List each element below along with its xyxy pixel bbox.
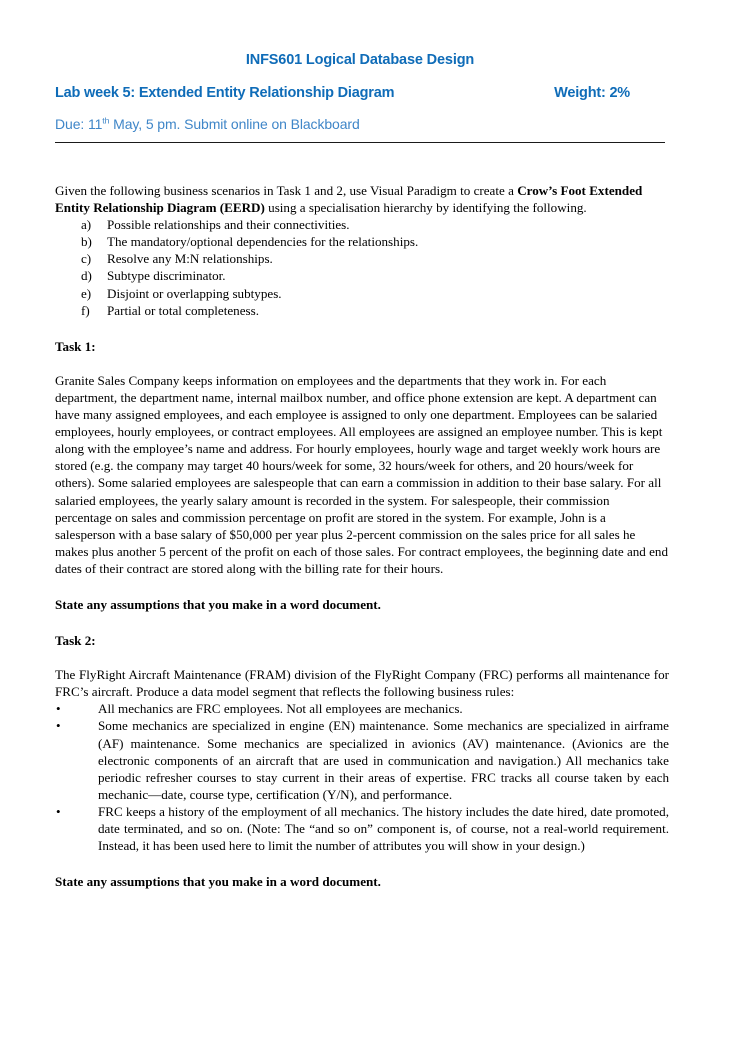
spacer: [55, 649, 669, 666]
spacer: [55, 577, 669, 596]
list-item-label: Partial or total completeness.: [107, 302, 259, 318]
list-item: [55, 267, 669, 284]
list-item: [55, 700, 669, 717]
spacer: [55, 355, 669, 372]
list-item: [55, 233, 669, 250]
list-item-label: Subtype discriminator.: [107, 268, 226, 284]
task2-heading: Task 2:: [55, 633, 96, 649]
task1-body: Granite Sales Company keeps information on employees and the departments that they work in. For each department, the department name, internal mailbox number, and office phone extension are kept. A department can have many assigned employees, and each employee is assigned to only one department. Employees can be salaried employees, hourly employees, or contract employees. All employees are assigned an employee number. This is kept along with the employee’s name and address. For hourly employees, hourly wage and target weekly work hours are stored (e.g. the company may target 40 hours/week for some, 32 hours/week for others, and 20 hours/week for others). Some salaried employees are salespeople that can earn a commission in addition to their base salary. For all salaried employees, the yearly salary amount is recorded in the system. For salespeople, their commission percentage on sales and commission percentage on profit are stored in the system. For example, John is a salesperson with a base salary of $50,000 per year plus 2-percent commission on the sales price for all sales he makes plus another 5 percent of the profit on each of those sales. For contract employees, the beginning date and end dates of their contract are stored along with the billing rate for their hours.: [55, 372, 669, 576]
task2-intro: The FlyRight Aircraft Maintenance (FRAM) division of the FlyRight Company (FRC) performs all maintenance for FRC’s aircraft. Produce a data model segment that reflects the following business rules:: [55, 667, 669, 700]
list-item: [55, 285, 669, 302]
intro-bold-term: Crow’s Foot Extended Entity Relationship Diagram (EERD): [55, 183, 643, 216]
document-header: [55, 52, 665, 143]
due-date-suffix: May, 5 pm. Submit online on Blackboard: [109, 115, 360, 132]
list-item-marker: e): [81, 285, 92, 301]
course-title: INFS601 Logical Database Design: [245, 52, 475, 68]
task1-assumptions-note: State any assumptions that you make in a word document.: [55, 596, 381, 612]
list-item-marker: a): [81, 217, 92, 233]
lab-title-row: [55, 85, 665, 102]
document-body: [55, 182, 669, 890]
spacer: [55, 613, 669, 632]
spacer: [55, 319, 669, 338]
due-date-ordinal-suffix: th: [102, 115, 110, 126]
list-item-label: FRC keeps a history of the employment of all mechanics. The history includes the date hired, date promoted, date terminated, and so on. (Note: The “and so on” component is, of course, not a real-world requirement. Instead, it has been used here to limit the number of attributes you will show in your design.): [98, 803, 669, 854]
list-item-label: Resolve any M:N relationships.: [107, 251, 273, 267]
list-item-label: Disjoint or overlapping subtypes.: [107, 285, 282, 301]
bullet-icon: •: [56, 701, 61, 717]
intro-text-tail: using a specialisation hierarchy by identifying the following.: [264, 200, 587, 216]
task1-heading: Task 1:: [55, 338, 96, 354]
list-item: [55, 803, 669, 854]
task2-business-rules-list: [55, 700, 669, 854]
lab-title: Lab week 5: Extended Entity Relationship Diagram: [55, 85, 395, 102]
list-item-label: All mechanics are FRC employees. Not all employees are mechanics.: [98, 701, 463, 717]
requirements-list: [55, 216, 669, 319]
assignment-weight: Weight: 2%: [554, 85, 630, 102]
list-item: [55, 302, 669, 319]
list-item: [55, 250, 669, 267]
due-date-prefix: Due: 11: [55, 115, 103, 132]
list-item: [55, 717, 669, 802]
intro-paragraph: [55, 182, 669, 216]
list-item-label: Possible relationships and their connectivities.: [107, 217, 350, 233]
list-item-label: The mandatory/optional dependencies for the relationships.: [107, 234, 419, 250]
list-item-marker: c): [81, 251, 92, 267]
intro-text-lead: Given the following business scenarios in Task 1 and 2, use Visual Paradigm to create a: [55, 183, 518, 198]
list-item: [55, 216, 669, 233]
list-item-marker: f): [81, 302, 90, 318]
bullet-icon: •: [56, 803, 61, 819]
list-item-label: Some mechanics are specialized in engine (EN) maintenance. Some mechanics are specialized in airframe (AF) maintenance. Some mechanics are specialized in avionics (AV) maintenance. (Avionics are the electronic components of an aircraft that are used in communication and navigation.) All mechanics take periodic refresher courses to stay current in their areas of expertise. FRC tracks all course taken by each mechanic—date, course type, certification (Y/N), and performance.: [98, 718, 669, 802]
list-item-marker: b): [81, 234, 92, 250]
spacer: [55, 854, 669, 873]
bullet-icon: •: [56, 718, 61, 734]
due-date-line: [55, 116, 665, 133]
task2-assumptions-note: State any assumptions that you make in a word document.: [55, 874, 381, 890]
list-item-marker: d): [81, 268, 92, 284]
